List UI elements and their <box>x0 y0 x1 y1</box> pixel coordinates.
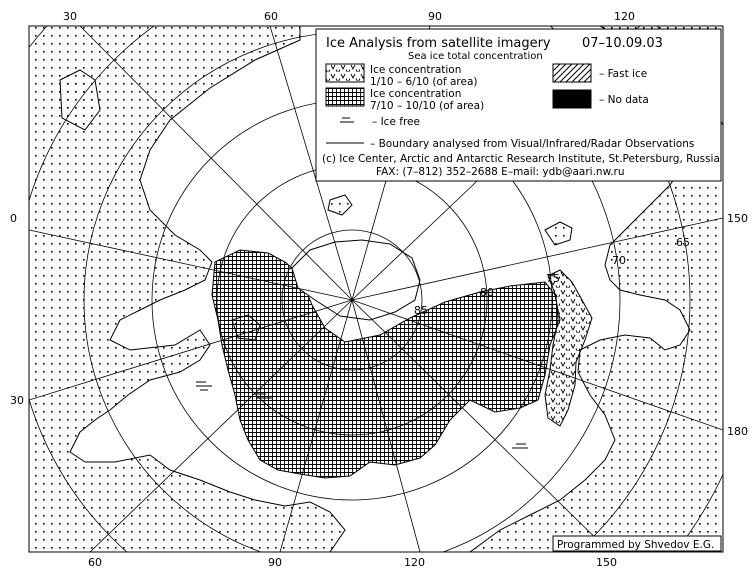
lon-top-60: 60 <box>264 10 278 23</box>
legend-ice-free: – Ice free <box>372 116 420 128</box>
lat-label-80: 80 <box>480 286 494 299</box>
lat-label-70: 70 <box>612 254 626 267</box>
legend-fast-ice: – Fast ice <box>599 68 648 80</box>
credit-institute: (c) Ice Center, Arctic and Antarctic Research Institute, St.Petersburg, Russia <box>322 153 720 165</box>
lon-top-90: 90 <box>428 10 442 23</box>
lon-top-120: 120 <box>614 10 635 23</box>
footer-text: Programmed by Shvedov E.G. <box>557 539 715 551</box>
lon-right-180: 180 <box>727 425 748 438</box>
lon-bottom-90: 90 <box>268 556 282 569</box>
credit-contact: FAX: (7–812) 352–2688 E–mail: ydb@aari.nw.ru <box>376 166 625 178</box>
lat-label-85: 85 <box>414 304 428 317</box>
legend-boundary: – Boundary analysed from Visual/Infrared/Radar Observations <box>370 138 695 150</box>
lon-bottom-120: 120 <box>404 556 425 569</box>
swatch-no-data <box>553 90 591 108</box>
swatch-low-concentration <box>326 64 364 82</box>
legend-dates: 07–10.09.03 <box>582 36 663 51</box>
legend-subtitle: Sea ice total concentration <box>408 51 543 62</box>
lon-bottom-60: 60 <box>88 556 102 569</box>
lat-label-75: 75 <box>546 272 560 285</box>
legend-high-line2: 7/10 – 10/10 (of area) <box>370 100 485 112</box>
swatch-high-concentration <box>326 88 364 106</box>
lon-bottom-150: 150 <box>596 556 617 569</box>
swatch-fast-ice <box>553 64 591 82</box>
legend-high-line1: Ice concentration <box>370 88 462 100</box>
lon-right-150: 150 <box>727 212 748 225</box>
footer-credit <box>553 536 721 551</box>
lon-top-30: 30 <box>63 10 77 23</box>
lon-left-0: 0 <box>10 212 17 225</box>
legend-low-line1: Ice concentration <box>370 64 462 76</box>
legend-title: Ice Analysis from satellite imagery <box>326 36 551 51</box>
legend-no-data: – No data <box>599 94 649 106</box>
lat-label-65: 65 <box>676 236 690 249</box>
legend-low-line2: 1/10 – 6/10 (of area) <box>370 76 478 88</box>
lon-left-30: 30 <box>10 394 24 407</box>
legend-panel <box>316 29 721 181</box>
